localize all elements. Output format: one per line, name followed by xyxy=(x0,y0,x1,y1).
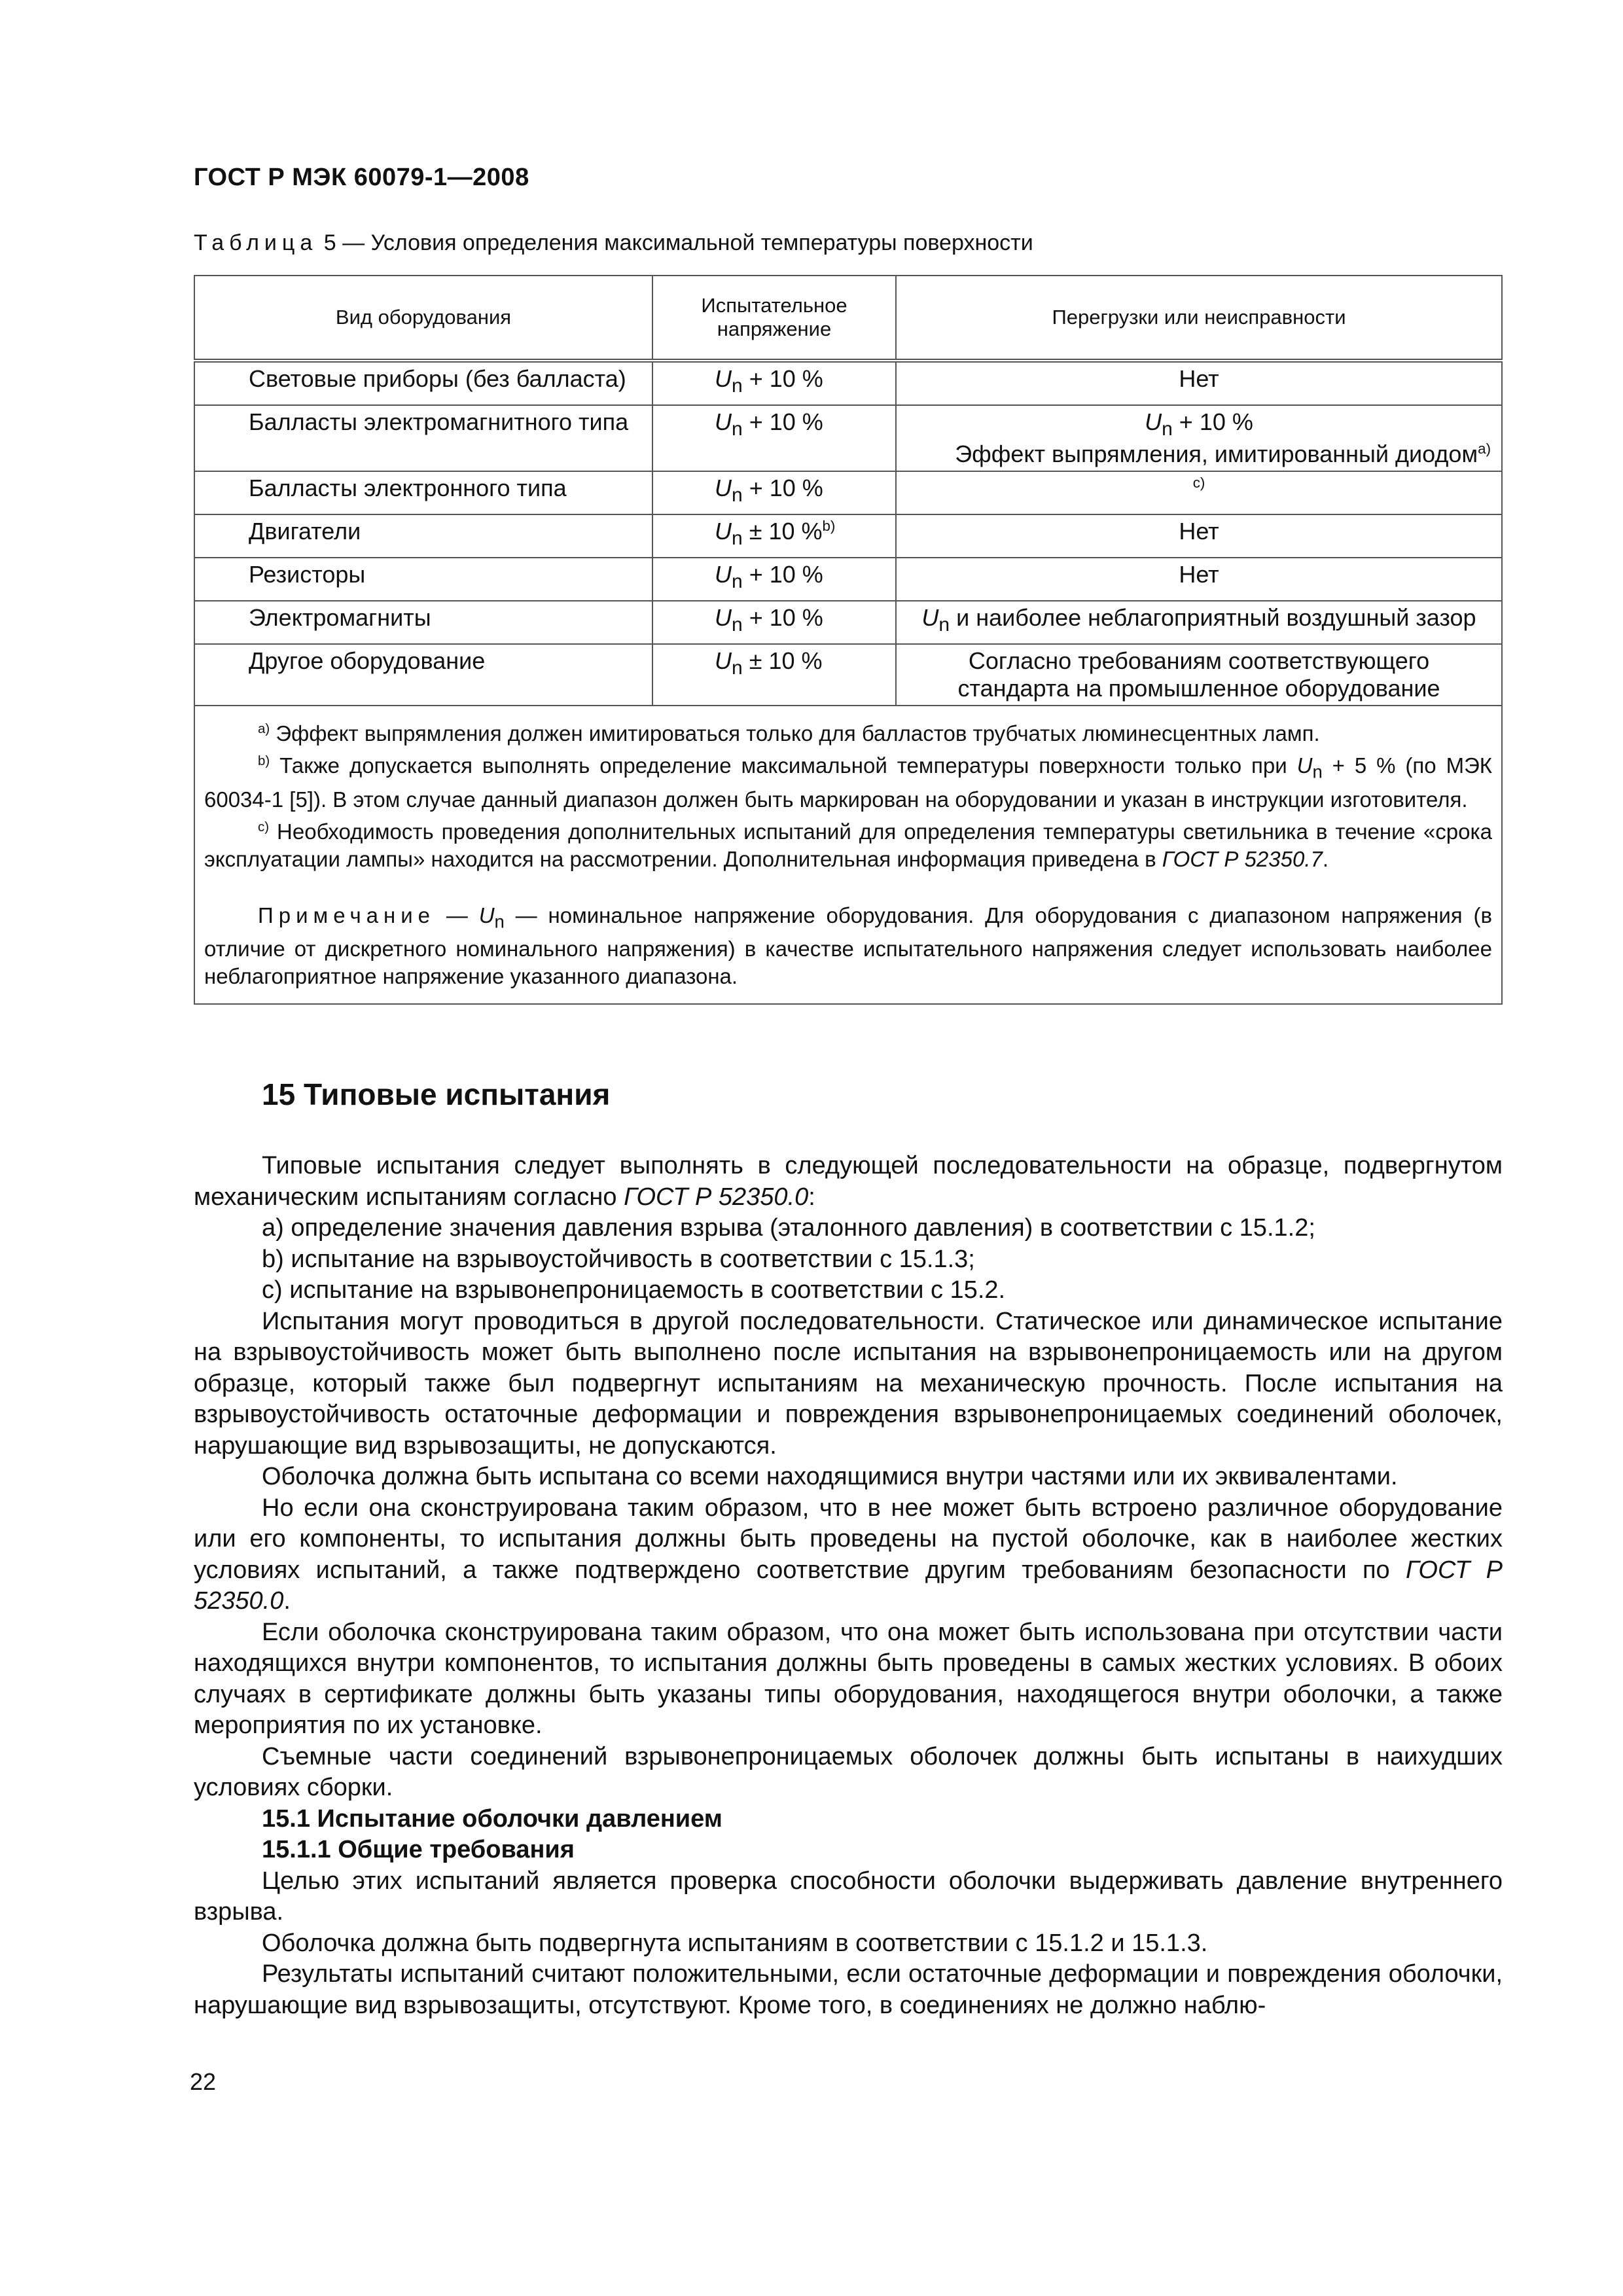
table-notes-row xyxy=(194,706,1502,1004)
cell-equipment: Электромагниты xyxy=(194,601,652,644)
footnote-b: $^{b)}$ Также допускается выполнять определение максимальной температуры поверхности только при $U_n + 5$ % (по МЭК 60034-1 [5]). В этом случае данный диапазон должен быть маркирован на оборудовании и указан в инструкции изготовителя. xyxy=(204,753,1493,812)
cell-fault: Нет xyxy=(896,558,1502,601)
table-row xyxy=(194,405,1502,471)
cell-fault: Нет xyxy=(896,514,1502,558)
paragraph: Типовые испытания следует выполнять в следующей последовательности на образце, подвергнутом механическим испытаниям согласно ГОСТ Р 52350.0: xyxy=(194,1152,1503,1211)
list-item: b) испытание на взрывоустойчивость в соответствии с 15.1.3; xyxy=(262,1245,975,1273)
cell-fault: Согласно требованиям соответствующего стандарта на промышленное оборудование xyxy=(896,644,1502,706)
cell-voltage: $U_n + 10$ % xyxy=(652,471,896,514)
table-header-row xyxy=(194,276,1502,361)
header-equipment: Вид оборудования xyxy=(194,276,652,361)
cell-fault xyxy=(896,471,1502,514)
footnote-mark-c: c) xyxy=(1192,475,1205,492)
table-row xyxy=(194,361,1502,405)
paragraph: Испытания могут проводиться в другой последовательности. Статическое или динамическое испытание на взрывоустойчивость может быть выполнено после испытания на взрывонепроницаемость или на другом образце, который также был подвергнут испытаниям на механическую прочность. После испытания на взрывоустойчивость остаточные деформации и повреждения взрывонепроницаемых соединений оболочек, нарушающие вид взрывозащиты, не допускаются. xyxy=(194,1307,1503,1460)
table-row xyxy=(194,644,1502,706)
table-notes xyxy=(194,706,1502,1004)
cell-voltage: $U_n + 10$ % xyxy=(652,558,896,601)
cell-equipment: Балласты электронного типа xyxy=(194,471,652,514)
header-voltage: Испытательное напряжение xyxy=(652,276,896,361)
paragraph: Но если она сконструирована таким образом, что в нее может быть встроено различное оборудование или его компоненты, то испытания должны быть проведены на пустой оболочке, как в наиболее жестких условиях испытаний, а также подтверждено соответствие другим требованиям безопасности по ГОСТ Р 52350.0. xyxy=(194,1494,1503,1615)
header-faults: Перегрузки или неисправности xyxy=(896,276,1502,361)
paragraph: Целью этих испытаний является проверка способности оболочки выдерживать давление внутреннего взрыва. xyxy=(194,1867,1503,1926)
cell-fault: Нет xyxy=(896,361,1502,405)
table-5 xyxy=(194,275,1503,1005)
table-row xyxy=(194,471,1502,514)
paragraph: Если оболочка сконструирована таким образом, что она может быть использована при отсутствии части находящихся внутри компонентов, то испытания должны быть проведены в самых жестких условиях. В обоих случаях в сертификате должны быть указаны типы оборудования, находящегося внутри оболочки, а также мероприятия по их установке. xyxy=(194,1618,1503,1739)
cell-equipment: Световые приборы (без балласта) xyxy=(194,361,652,405)
list-item: a) определение значения давления взрыва (эталонного давления) в соответствии с 15.1.2; xyxy=(262,1214,1315,1242)
cell-voltage: $U_n + 10$ % xyxy=(652,361,896,405)
cell-voltage: $U_n + 10$ % xyxy=(652,405,896,471)
table-caption xyxy=(194,230,1033,256)
cell-voltage: $U_n \pm 10$ % xyxy=(652,644,896,706)
table-note: Примечание — $U_n$ — номинальное напряжение оборудования. Для оборудования с диапазоном напряжения (в отличие от дискретного номинального напряжения) в качестве испытательного напряжения следует использовать наиболее неблагоприятное напряжение указанного диапазона. xyxy=(204,903,1492,989)
table-row xyxy=(194,514,1502,558)
paragraph: Результаты испытаний считают положительными, если остаточные деформации и повреждения оболочки, нарушающие вид взрывозащиты, отсутствуют. Кроме того, в соединениях не должно наблю- xyxy=(194,1960,1503,2019)
paragraph: Оболочка должна быть подвергнута испытаниям в соответствии с 15.1.2 и 15.1.3. xyxy=(262,1929,1208,1957)
table-caption-text: 5 — Условия определения максимальной температуры поверхности xyxy=(317,230,1033,255)
page-number: 22 xyxy=(190,2068,217,2095)
cell-voltage: $U_n \pm 10$ %$^{b)}$ xyxy=(652,514,896,558)
table-row xyxy=(194,601,1502,644)
footnote-c: $^{c)}$ Необходимость проведения дополнительных испытаний для определения температуры светильника в течение «срока эксплуатации лампы» находится на рассмотрении. Дополнительная информация приведена в ГОСТ Р 52350.7. xyxy=(204,819,1492,871)
paragraph: Оболочка должна быть испытана со всеми находящимися внутри частями или их эквивалентами. xyxy=(262,1463,1398,1490)
cell-equipment: Другое оборудование xyxy=(194,644,652,706)
subsection-heading: 15.1 Испытание оболочки давлением xyxy=(262,1804,722,1833)
cell-equipment: Двигатели xyxy=(194,514,652,558)
table-caption-word: Таблица xyxy=(194,230,318,255)
cell-fault: $U_n$ и наиболее неблагоприятный воздушный зазор xyxy=(896,601,1502,644)
body-text xyxy=(194,1151,1503,2021)
footnote-a: $^{a)}$ Эффект выпрямления должен имитироваться только для балластов трубчатых люминесцентных ламп. xyxy=(258,721,1320,746)
table-row xyxy=(194,558,1502,601)
list-item: c) испытание на взрывонепроницаемость в соответствии с 15.2. xyxy=(262,1276,1006,1304)
cell-equipment: Резисторы xyxy=(194,558,652,601)
standard-header: ГОСТ Р МЭК 60079-1—2008 xyxy=(194,164,529,191)
cell-equipment: Балласты электромагнитного типа xyxy=(194,405,652,471)
section-title: 15 Типовые испытания xyxy=(262,1077,611,1111)
cell-fault: $U_n + 10$ % Эффект выпрямления, имитированный диодом$^{a)}$ xyxy=(896,405,1502,471)
paragraph: Съемные части соединений взрывонепроницаемых оболочек должны быть испытаны в наихудших условиях сборки. xyxy=(194,1742,1503,1801)
subsection-heading: 15.1.1 Общие требования xyxy=(262,1836,575,1863)
cell-voltage: $U_n + 10$ % xyxy=(652,601,896,644)
